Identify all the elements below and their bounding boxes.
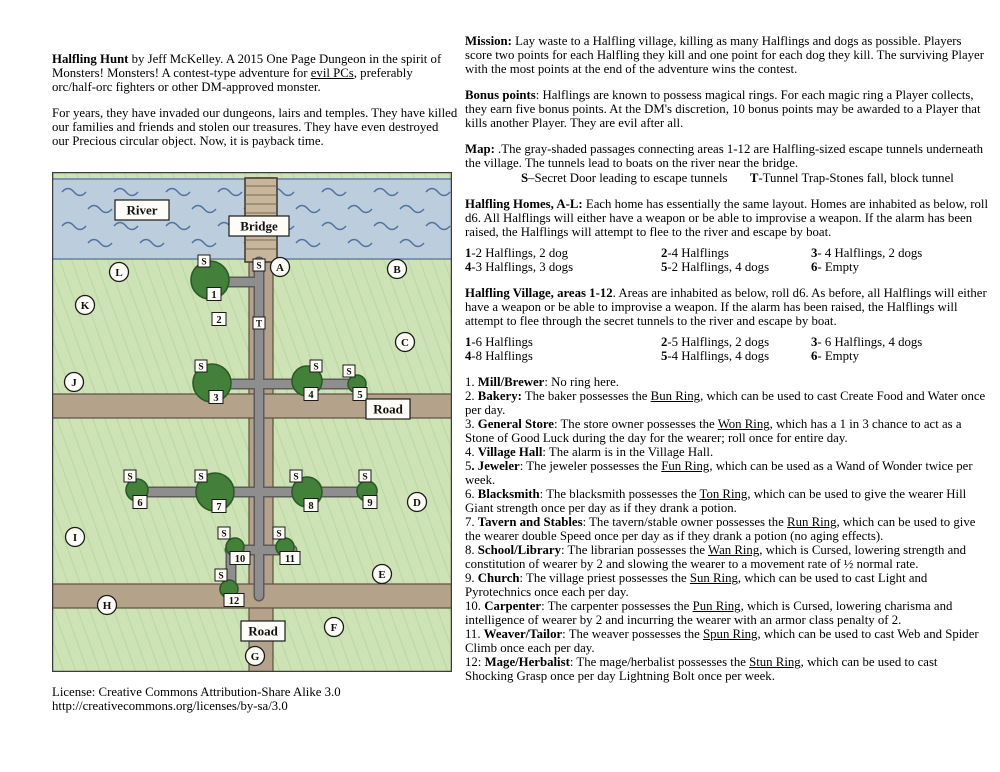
- text-segment: -2 Halflings, 2 dog: [471, 246, 569, 260]
- halfling-homes-paragraph: [465, 197, 989, 239]
- text-segment: Map:: [465, 142, 495, 156]
- secret-door-marker: [215, 569, 227, 581]
- text-segment: Halfling Hunt: [52, 52, 129, 66]
- text-segment: For years, they have invaded our dungeons, lairs and temples. They have killed our families and friends and stolen our treasures. They have even destroyed our Precious circular object. Now, it is payback time.: [52, 106, 458, 148]
- svg-text:1: 1: [211, 289, 217, 301]
- text-segment: : The alarm is in the Village Hall.: [542, 445, 714, 459]
- text-segment: , preferably orc/half-orc fighters or other DM-approved monster.: [52, 66, 413, 94]
- svg-text:S: S: [362, 472, 368, 483]
- map-label-road: [366, 399, 410, 419]
- text-segment: 10.: [465, 599, 485, 613]
- svg-text:F: F: [330, 622, 338, 634]
- text-segment: -5 Halflings, 2 dogs: [667, 335, 770, 349]
- map-home-G: [246, 647, 265, 666]
- text-segment: Tavern and Stables: [477, 515, 583, 529]
- text-segment: 1.: [465, 375, 478, 389]
- text-segment: Blacksmith: [477, 487, 540, 501]
- svg-text:S: S: [201, 257, 207, 268]
- halfling-village-paragraph: [465, 286, 989, 328]
- map-area-9: [363, 496, 377, 509]
- map-area-3: [209, 391, 223, 404]
- map-area-10: [230, 552, 250, 565]
- svg-text:River: River: [126, 202, 158, 218]
- text-segment: 12:: [465, 655, 485, 669]
- table-cell: [811, 246, 989, 260]
- svg-text:Bridge: Bridge: [240, 218, 278, 234]
- text-segment: Mission:: [465, 34, 512, 48]
- license-url: http://creativecommons.org/licenses/by-sa/3.0: [52, 699, 288, 713]
- text-segment: Halfling Homes, A-L:: [465, 197, 583, 211]
- text-segment: 8.: [465, 543, 478, 557]
- secret-door-marker: [218, 527, 230, 539]
- location-entry-2: [465, 389, 989, 417]
- map-home-L: [110, 263, 129, 282]
- text-segment: Carpenter: [484, 599, 542, 613]
- svg-text:J: J: [71, 377, 77, 389]
- text-segment: , which is Cursed, lowering strength and constitution of wearer by 2 and slowing the wearer to a movement rate of ½ normal rate.: [465, 543, 967, 571]
- text-segment: , which has a 1 in 3 chance to act as a Stone of Good Luck during the day for the wearer; roll once for entire day.: [465, 417, 962, 445]
- svg-text:G: G: [250, 651, 260, 663]
- text-segment: Mage/Herbalist: [484, 655, 570, 669]
- svg-text:A: A: [276, 262, 284, 274]
- text-segment: Ton Ring: [699, 487, 748, 501]
- text-segment: : The blacksmith possesses the: [539, 487, 700, 501]
- text-segment: , which can be used to cast Web and Spider Climb once each per day.: [465, 627, 979, 655]
- text-segment: 2.: [465, 389, 478, 403]
- map-home-C: [396, 333, 415, 352]
- svg-text:11: 11: [285, 553, 295, 565]
- svg-text:S: S: [198, 362, 204, 373]
- map-label-road: [241, 621, 285, 641]
- svg-text:S: S: [346, 367, 352, 378]
- location-entry-4: [465, 445, 989, 459]
- text-segment: Halfling Village, areas 1-12: [465, 286, 613, 300]
- text-segment: , which can be used to give the wearer Hill Giant strength once per day as if they drank a potion.: [465, 487, 967, 515]
- text-segment: -4 Halflings, 4 dogs: [667, 349, 770, 363]
- text-segment: 6: [811, 260, 818, 274]
- text-segment: , which can be used as a Wand of Wonder twice per week.: [465, 459, 973, 487]
- text-segment: , which can be used to give the wearer double Speed once per day as if they drank a potion (no aging effects).: [465, 515, 976, 543]
- map-area-11: [280, 552, 300, 565]
- text-segment: : The mage/herbalist possesses the: [569, 655, 750, 669]
- text-segment: . Jeweler: [471, 459, 520, 473]
- text-segment: 5: [465, 459, 472, 473]
- text-segment: 9.: [465, 571, 478, 585]
- text-segment: –Secret Door leading to escape tunnels: [528, 171, 750, 185]
- svg-text:10: 10: [234, 553, 246, 565]
- location-entry-3: [465, 417, 989, 445]
- text-segment: , which can be used to cast Light and Pyrotechnics once each per day.: [465, 571, 928, 599]
- text-segment: -3 Halflings, 3 dogs: [471, 260, 574, 274]
- svg-text:4: 4: [308, 389, 314, 401]
- map-home-A: [271, 258, 290, 277]
- svg-text:5: 5: [357, 389, 363, 401]
- text-segment: : The carpenter possesses the: [541, 599, 693, 613]
- text-segment: . Areas are inhabited as below, roll d6. As before, all Halflings will either have a weapon or be able to improvise a weapon. If the alarm has been raised, the Halflings will attempt to flee through the secret tunnels to the river and escape by boat.: [465, 286, 987, 328]
- svg-text:K: K: [80, 300, 90, 312]
- text-segment: Village Hall: [477, 445, 543, 459]
- left-column: [52, 52, 458, 713]
- svg-text:I: I: [72, 532, 78, 544]
- text-segment: Each home has essentially the same layout. Homes are inhabited as below, roll d6. All Halflings will either have a weapon or be able to improvise a weapon. If the alarm has been raised, the Halflings will attempt to flee to the river and escape by boat.: [465, 197, 989, 239]
- secret-door-marker: [124, 470, 136, 482]
- text-segment: 2: [661, 335, 668, 349]
- text-segment: -4 Halflings: [667, 246, 729, 260]
- secret-door-marker: [359, 470, 371, 482]
- text-segment: Mill/Brewer: [477, 375, 545, 389]
- text-segment: - Empty: [817, 349, 859, 363]
- text-segment: -2 Halflings, 4 dogs: [667, 260, 770, 274]
- table-cell: [465, 246, 661, 260]
- map-area-7: [212, 500, 226, 513]
- map-home-H: [98, 596, 117, 615]
- secret-door-marker: [198, 255, 210, 267]
- text-segment: 3.: [465, 417, 478, 431]
- text-segment: - 6 Halflings, 4 dogs: [817, 335, 923, 349]
- text-segment: Church: [477, 571, 520, 585]
- text-segment: - 4 Halflings, 2 dogs: [817, 246, 923, 260]
- secret-door-marker: [253, 259, 265, 271]
- map-home-E: [373, 565, 392, 584]
- text-segment: by Jeff McKelley. A 2015 One Page Dungeon in the spirit of Monsters! Monsters! A contest-type adventure for: [52, 52, 442, 80]
- map-home-B: [388, 260, 407, 279]
- text-segment: 7.: [465, 515, 478, 529]
- map-description-block: [465, 142, 989, 185]
- svg-text:S: S: [218, 571, 224, 582]
- text-segment: 3: [811, 246, 818, 260]
- location-entry-10: [465, 599, 989, 627]
- text-segment: - Empty: [817, 260, 859, 274]
- text-segment: Lay waste to a Halfling village, killing as many Halflings and dogs as possible. Players score two points for each Halfling they kill and one point for each dog they kill. The surviving Player with the most points at the end of the adventure wins the contest.: [465, 34, 984, 76]
- text-segment: S: [521, 171, 529, 185]
- text-segment: T: [749, 171, 759, 185]
- secret-door-marker: [290, 470, 302, 482]
- map-legend: [465, 171, 989, 185]
- table-cell: [465, 335, 661, 349]
- map-area-12: [224, 594, 244, 607]
- text-segment: -Tunnel Trap-Stones fall, block tunnel: [758, 171, 954, 185]
- text-segment: : The village priest possesses the: [519, 571, 690, 585]
- map-area-8: [304, 499, 318, 512]
- table-cell: [661, 260, 811, 274]
- svg-text:C: C: [401, 337, 409, 349]
- village-map: [52, 172, 458, 675]
- svg-text:H: H: [102, 600, 112, 612]
- text-segment: , which can be used to cast Create Food and Water once per day.: [465, 389, 986, 417]
- text-segment: 4.: [465, 445, 478, 459]
- text-segment: 11.: [465, 627, 484, 641]
- svg-text:Road: Road: [248, 623, 278, 639]
- text-segment: Bun Ring: [650, 389, 701, 403]
- text-segment: General Store: [477, 417, 554, 431]
- text-segment: -8 Halflings: [471, 349, 533, 363]
- text-segment: 1: [465, 335, 472, 349]
- text-segment: : The jeweler possesses the: [519, 459, 662, 473]
- table-cell: [661, 349, 811, 363]
- map-paragraph: [465, 142, 989, 170]
- text-segment: evil PCs: [310, 66, 354, 80]
- tunnel-trap-marker: [253, 317, 265, 329]
- table-cell: [661, 335, 811, 349]
- svg-text:T: T: [255, 319, 263, 330]
- svg-text:7: 7: [216, 501, 222, 513]
- text-segment: Bonus points: [465, 88, 536, 102]
- map-label-bridge: [229, 216, 289, 236]
- map-area-2: [212, 313, 226, 326]
- location-list: [465, 375, 989, 683]
- text-segment: Bakery:: [477, 389, 522, 403]
- text-segment: 1: [465, 246, 472, 260]
- text-segment: , which is Cursed, lowering charisma and intelligence of wearer by 2 and incurring the wearer with an armor class penalty of 2.: [465, 599, 953, 627]
- map-home-D: [408, 493, 427, 512]
- svg-text:L: L: [115, 267, 123, 279]
- table-cell: [465, 260, 661, 274]
- text-segment: Sun Ring: [689, 571, 738, 585]
- map-area-4: [304, 388, 318, 401]
- text-segment: 3: [811, 335, 818, 349]
- table-cell: [661, 246, 811, 260]
- text-segment: , which can be used to cast Shocking Grasp once per day Lightning Bolt once per week.: [465, 655, 938, 683]
- bonus-points-paragraph: [465, 88, 989, 130]
- map-area-1: [207, 288, 221, 301]
- map-home-K: [76, 296, 95, 315]
- text-segment: : Halflings are known to possess magical rings. For each magic ring a Player collects, they earn five bonus points. At the DM's discretion, 10 bonus points may be awarded to a Player that kills another Player. They are evil after all.: [465, 88, 981, 130]
- svg-text:S: S: [256, 261, 262, 272]
- svg-text:D: D: [413, 497, 421, 509]
- svg-text:8: 8: [308, 500, 314, 512]
- svg-text:S: S: [198, 472, 204, 483]
- svg-text:E: E: [378, 569, 386, 581]
- secret-door-marker: [310, 360, 322, 372]
- text-segment: : The tavern/stable owner possesses the: [582, 515, 788, 529]
- secret-door-marker: [343, 365, 355, 377]
- table-cell: [465, 349, 661, 363]
- text-segment: 4: [465, 260, 472, 274]
- table-cell: [811, 260, 989, 274]
- svg-text:S: S: [293, 472, 299, 483]
- text-segment: Pun Ring: [692, 599, 741, 613]
- location-entry-8: [465, 543, 989, 571]
- location-entry-12: [465, 655, 989, 683]
- text-segment: .The gray-shaded passages connecting areas 1-12 are Halfling-sized escape tunnels underneath the village. The tunnels lead to boats on the river near the bridge.: [465, 142, 984, 170]
- text-segment: The baker possesses the: [521, 389, 651, 403]
- location-entry-6: [465, 487, 989, 515]
- text-segment: 5: [661, 349, 668, 363]
- text-segment: : The weaver possesses the: [562, 627, 704, 641]
- right-column: [465, 34, 989, 683]
- svg-text:S: S: [276, 529, 282, 540]
- svg-text:S: S: [221, 529, 227, 540]
- svg-text:S: S: [313, 362, 319, 373]
- intro-paragraph-1: [52, 52, 458, 94]
- text-segment: : The librarian possesses the: [560, 543, 709, 557]
- secret-door-marker: [195, 470, 207, 482]
- text-segment: Run Ring: [787, 515, 837, 529]
- text-segment: -6 Halflings: [471, 335, 533, 349]
- village-roll-table: [465, 335, 989, 363]
- svg-text:12: 12: [228, 595, 240, 607]
- svg-text:6: 6: [137, 497, 143, 509]
- text-segment: 4: [465, 349, 472, 363]
- map-area-5: [353, 388, 367, 401]
- location-entry-5: [465, 459, 989, 487]
- homes-roll-table: [465, 246, 989, 274]
- map-label-river: [115, 200, 169, 220]
- map-home-I: [66, 528, 85, 547]
- secret-door-marker: [273, 527, 285, 539]
- text-segment: Stun Ring: [749, 655, 801, 669]
- table-cell: [811, 349, 989, 363]
- text-segment: School/Library: [477, 543, 561, 557]
- text-segment: Fun Ring: [661, 459, 710, 473]
- text-segment: Won Ring: [717, 417, 770, 431]
- license-text: License: Creative Commons Attribution-Share Alike 3.0: [52, 685, 341, 699]
- svg-text:3: 3: [213, 392, 219, 404]
- svg-text:S: S: [127, 472, 133, 483]
- svg-text:B: B: [393, 264, 401, 276]
- map-home-J: [65, 373, 84, 392]
- text-segment: 5: [661, 260, 668, 274]
- location-entry-11: [465, 627, 989, 655]
- map-home-F: [325, 618, 344, 637]
- svg-text:2: 2: [216, 314, 222, 326]
- text-segment: 6.: [465, 487, 478, 501]
- location-entry-7: [465, 515, 989, 543]
- map-area-6: [133, 496, 147, 509]
- mission-paragraph: [465, 34, 989, 76]
- text-segment: 6: [811, 349, 818, 363]
- svg-text:9: 9: [367, 497, 373, 509]
- text-segment: : The store owner possesses the: [553, 417, 718, 431]
- text-segment: Spun Ring: [703, 627, 758, 641]
- table-cell: [811, 335, 989, 349]
- text-segment: : No ring here.: [544, 375, 620, 389]
- secret-door-marker: [195, 360, 207, 372]
- svg-text:Road: Road: [373, 401, 403, 417]
- text-segment: 2: [661, 246, 668, 260]
- text-segment: Weaver/Tailor: [483, 627, 563, 641]
- location-entry-1: [465, 375, 989, 389]
- text-segment: Wan Ring: [708, 543, 760, 557]
- location-entry-9: [465, 571, 989, 599]
- intro-paragraph-2: [52, 106, 458, 148]
- village-map-svg: [52, 172, 452, 672]
